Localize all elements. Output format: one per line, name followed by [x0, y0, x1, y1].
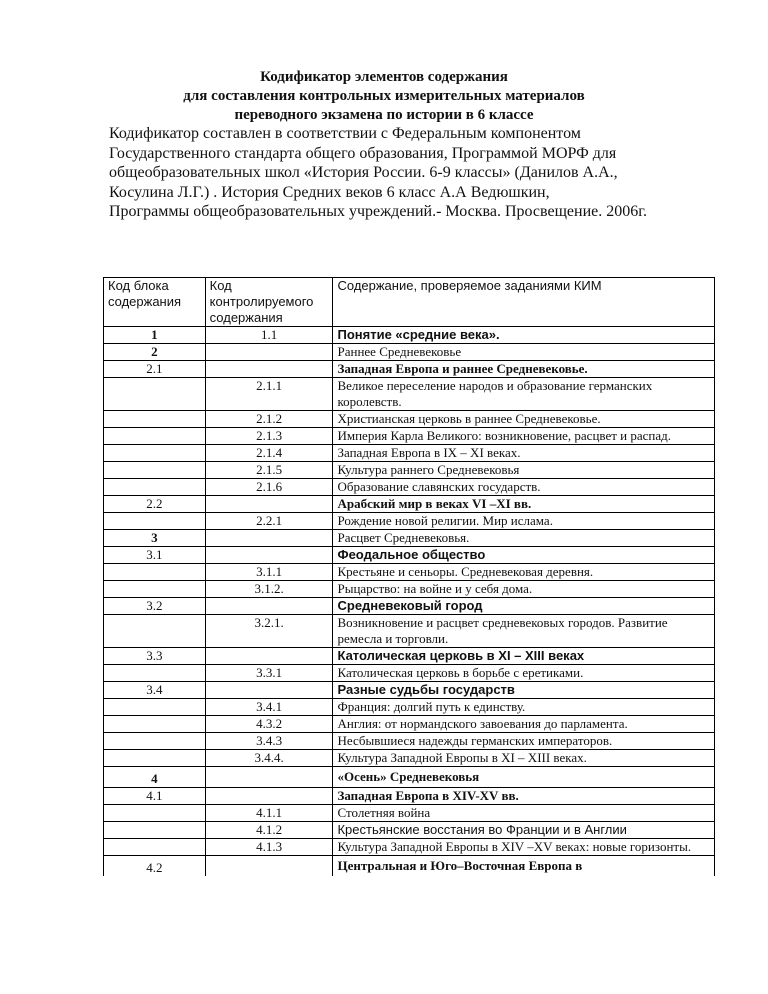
- table-row: [104, 445, 715, 462]
- content-text: Расцвет Средневековья.: [333, 530, 715, 547]
- content-code: 2.1.2: [205, 411, 333, 428]
- content-text: Арабский мир в веках VI –XI вв.: [333, 496, 715, 513]
- intro-paragraph: [109, 124, 729, 222]
- content-text: Культура раннего Средневековья: [333, 462, 715, 479]
- table-row: [104, 361, 715, 378]
- block-code: [104, 750, 206, 767]
- intro-line: Государственного стандарта общего образования, Программой МОРФ для: [109, 144, 617, 162]
- block-code: [104, 428, 206, 445]
- table-row: [104, 805, 715, 822]
- content-text: Западная Европа в IX – XI веках.: [333, 445, 715, 462]
- table-row: [104, 856, 715, 877]
- block-code: [104, 564, 206, 581]
- table-header-row: [104, 278, 715, 327]
- content-text: Феодальное общество: [333, 547, 715, 564]
- table-row: [104, 767, 715, 788]
- table-row: [104, 327, 715, 344]
- block-code: 3.1: [104, 547, 206, 564]
- content-text: Крестьяне и сеньоры. Средневековая деревня.: [333, 564, 715, 581]
- content-code: 2.1.4: [205, 445, 333, 462]
- block-code: [104, 445, 206, 462]
- content-text: Франция: долгий путь к единству.: [333, 699, 715, 716]
- header-content-code: Код контролируемого содержания: [205, 278, 333, 327]
- content-code: 2.1.3: [205, 428, 333, 445]
- content-text: Возникновение и расцвет средневековых городов. Развитие ремесла и торговли.: [333, 615, 715, 648]
- content-text: Культура Западной Европы в XIV –XV веках: новые горизонты.: [333, 839, 715, 856]
- block-code: 4: [104, 767, 206, 788]
- content-code: 3.1.2.: [205, 581, 333, 598]
- table-row: [104, 839, 715, 856]
- content-code: [205, 856, 333, 877]
- block-code: 4.2: [104, 856, 206, 877]
- content-text: Столетняя война: [333, 805, 715, 822]
- content-text: Великое переселение народов и образование германских королевств.: [333, 378, 715, 411]
- content-code: 3.4.1: [205, 699, 333, 716]
- table-row: [104, 750, 715, 767]
- content-text: Рыцарство: на войне и у себя дома.: [333, 581, 715, 598]
- table-row: [104, 822, 715, 839]
- content-code: [205, 682, 333, 699]
- header-block-code: Код блока содержания: [104, 278, 206, 327]
- block-code: 2.1: [104, 361, 206, 378]
- content-code: [205, 547, 333, 564]
- table-row: [104, 530, 715, 547]
- table-row: [104, 411, 715, 428]
- block-code: [104, 462, 206, 479]
- table-row: [104, 733, 715, 750]
- content-code: 3.2.1.: [205, 615, 333, 648]
- block-code: [104, 822, 206, 839]
- content-text: Рождение новой религии. Мир ислама.: [333, 513, 715, 530]
- table-row: [104, 665, 715, 682]
- doc-title-line-1: Кодификатор элементов содержания: [260, 69, 508, 85]
- doc-title-line-2: для составления контрольных измерительных материалов: [183, 88, 585, 104]
- codifier-table: [103, 277, 715, 876]
- content-text: Крестьянские восстания во Франции и в Англии: [333, 822, 715, 839]
- content-code: [205, 344, 333, 361]
- content-code: 1.1: [205, 327, 333, 344]
- header-content: Содержание, проверяемое заданиями КИМ: [333, 278, 715, 327]
- intro-line: Программы общеобразовательных учреждений.- Москва. Просвещение. 2006г.: [109, 203, 647, 220]
- content-text: Англия: от нормандского завоевания до парламента.: [333, 716, 715, 733]
- block-code: [104, 839, 206, 856]
- content-code: 3.4.3: [205, 733, 333, 750]
- table-row: [104, 682, 715, 699]
- table-row: [104, 378, 715, 411]
- content-code: [205, 361, 333, 378]
- content-text: Разные судьбы государств: [333, 682, 715, 699]
- table-row: [104, 788, 715, 805]
- table-row: [104, 513, 715, 530]
- content-text: Католическая церковь в XI – XIII веках: [333, 648, 715, 665]
- block-code: 3.2: [104, 598, 206, 615]
- table-row: [104, 699, 715, 716]
- content-code: 4.1.2: [205, 822, 333, 839]
- table-row: [104, 716, 715, 733]
- content-code: 2.1.5: [205, 462, 333, 479]
- block-code: [104, 699, 206, 716]
- block-code: [104, 479, 206, 496]
- content-text: Раннее Средневековье: [333, 344, 715, 361]
- content-text: Западная Европа в XIV-XV вв.: [333, 788, 715, 805]
- block-code: 2.2: [104, 496, 206, 513]
- table-row: [104, 428, 715, 445]
- content-code: 3.3.1: [205, 665, 333, 682]
- table-row: [104, 615, 715, 648]
- content-code: 3.1.1: [205, 564, 333, 581]
- content-code: [205, 496, 333, 513]
- doc-title-line-3: переводного экзамена по истории в 6 классе: [234, 107, 534, 123]
- content-text: Образование славянских государств.: [333, 479, 715, 496]
- table-row: [104, 581, 715, 598]
- content-text: Понятие «средние века».: [333, 327, 715, 344]
- content-text: Империя Карла Великого: возникновение, расцвет и распад.: [333, 428, 715, 445]
- table-row: [104, 564, 715, 581]
- content-code: 4.3.2: [205, 716, 333, 733]
- content-text: Несбывшиеся надежды германских императоров.: [333, 733, 715, 750]
- content-text: «Осень» Средневековья: [333, 767, 715, 788]
- content-text: Средневековый город: [333, 598, 715, 615]
- content-code: 2.1.6: [205, 479, 333, 496]
- content-code: 4.1.3: [205, 839, 333, 856]
- block-code: [104, 581, 206, 598]
- content-code: [205, 598, 333, 615]
- content-code: 3.4.4.: [205, 750, 333, 767]
- block-code: 4.1: [104, 788, 206, 805]
- table-row: [104, 496, 715, 513]
- block-code: [104, 378, 206, 411]
- block-code: 3: [104, 530, 206, 547]
- content-code: [205, 530, 333, 547]
- table-row: [104, 598, 715, 615]
- block-code: [104, 716, 206, 733]
- table-row: [104, 648, 715, 665]
- table-row: [104, 462, 715, 479]
- content-code: 4.1.1: [205, 805, 333, 822]
- block-code: [104, 513, 206, 530]
- content-text: Католическая церковь в борьбе с еретиками.: [333, 665, 715, 682]
- content-text: Культура Западной Европы в XI – XIII веках.: [333, 750, 715, 767]
- block-code: [104, 615, 206, 648]
- block-code: 2: [104, 344, 206, 361]
- content-code: 2.2.1: [205, 513, 333, 530]
- block-code: [104, 411, 206, 428]
- block-code: 3.3: [104, 648, 206, 665]
- intro-line: Кодификатор составлен в соответствии с Федеральным компонентом: [109, 125, 581, 142]
- intro-line: общеобразовательных школ «История России. 6-9 классы» (Данилов А.А.,: [109, 164, 618, 181]
- block-code: 1: [104, 327, 206, 344]
- table-row: [104, 344, 715, 361]
- content-code: [205, 788, 333, 805]
- block-code: [104, 805, 206, 822]
- block-code: [104, 733, 206, 750]
- content-code: 2.1.1: [205, 378, 333, 411]
- intro-line: Косулина Л.Г.) . История Средних веков 6 класс А.А Ведюшкин,: [109, 183, 550, 201]
- block-code: [104, 665, 206, 682]
- content-text: Западная Европа и раннее Средневековье.: [333, 361, 715, 378]
- content-text: Христианская церковь в раннее Средневековье.: [333, 411, 715, 428]
- content-code: [205, 767, 333, 788]
- table-row: [104, 479, 715, 496]
- table-row: [104, 547, 715, 564]
- block-code: 3.4: [104, 682, 206, 699]
- content-text: Центральная и Юго–Восточная Европа в: [333, 856, 715, 877]
- content-code: [205, 648, 333, 665]
